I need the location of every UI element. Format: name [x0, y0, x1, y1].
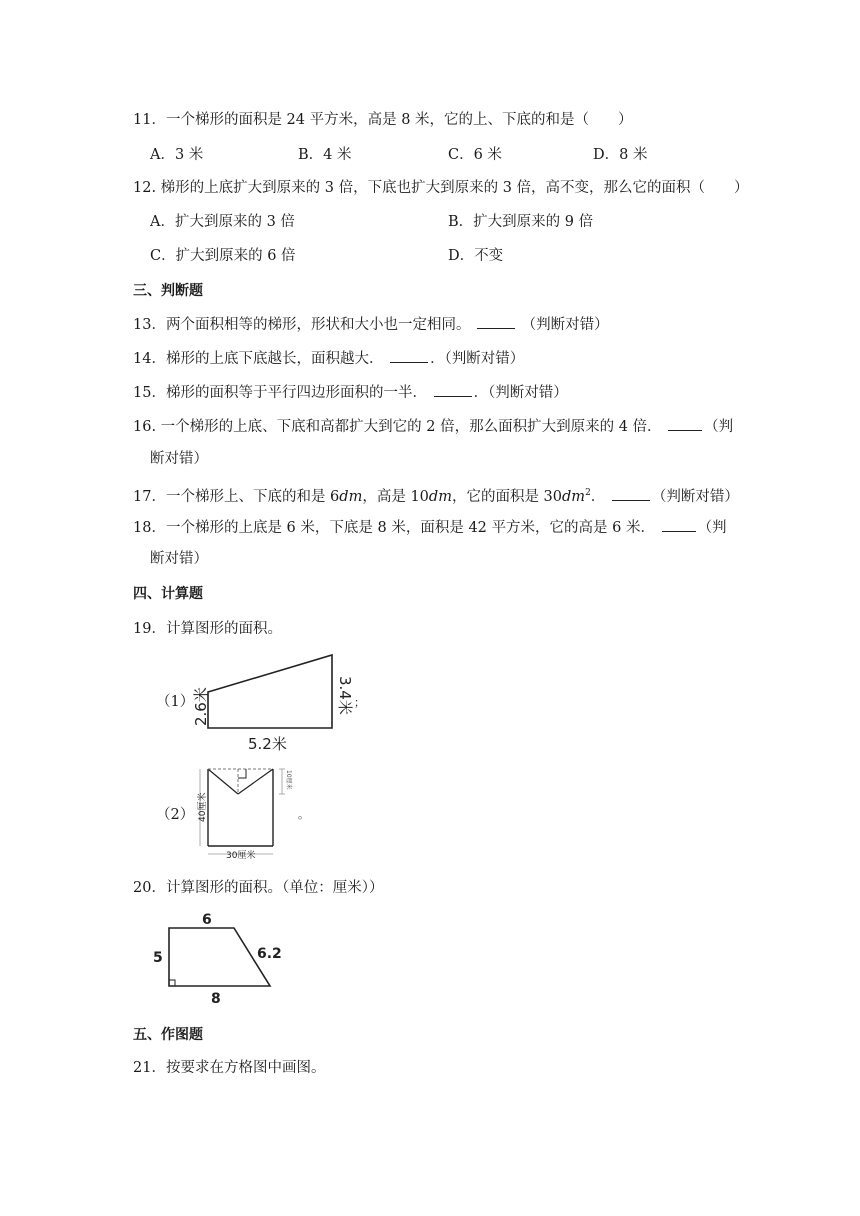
q17-answer-blank[interactable]	[612, 486, 650, 501]
right-trapezoid-shape	[169, 928, 270, 986]
question-19-stem: 19．计算图形的面积。	[133, 621, 282, 637]
q16-answer-blank[interactable]	[668, 416, 702, 431]
q11-option-c: C．6 米	[448, 147, 502, 163]
q18-continuation: 断对错）	[150, 551, 208, 567]
fig1-label: （1）	[156, 694, 195, 710]
q17-text-1: 17．一个梯形上、下底的和是 6	[133, 488, 340, 505]
question-12-stem: 12. 梯形的上底扩大到原来的 3 倍，下底也扩大到原来的 3 倍，高不变，那么它的面积（ ）	[133, 180, 749, 196]
q13-suffix: （判断对错）	[521, 317, 609, 333]
q11-option-d: D．8 米	[593, 147, 648, 163]
section-heading-calculation: 四、计算题	[133, 586, 203, 602]
question-17	[133, 483, 739, 507]
fig1-tail: ；	[354, 696, 365, 709]
q14-answer-blank[interactable]	[390, 348, 428, 363]
q14-text: 14．梯形的上底下底越长，面积越大．	[133, 351, 384, 367]
fig20-left-label: 5	[153, 950, 163, 966]
section-heading-judgement: 三、判断题	[133, 283, 203, 299]
q17-unit-1: dm	[339, 488, 363, 505]
q11-option-b: B．4 米	[298, 147, 352, 163]
figure-19-2-shape	[190, 762, 320, 862]
fig2-notch-label: 10厘米	[285, 770, 292, 790]
figure-19-1-trapezoid	[190, 650, 370, 755]
q17-text-4: ．	[590, 488, 606, 505]
section-heading-drawing: 五、作图题	[133, 1027, 203, 1043]
q18-text: 18．一个梯形的上底是 6 米，下底是 8 米，面积是 42 平方米，它的高是 6 米．	[133, 520, 655, 536]
q17-exponent: 2	[585, 488, 591, 498]
fig2-left-label: 40厘米	[198, 792, 208, 822]
fig20-bottom-label: 8	[211, 991, 221, 1007]
q17-unit-3: dm	[562, 488, 586, 505]
question-20-stem: 20．计算图形的面积。（单位：厘米））	[133, 880, 384, 896]
q16-continuation: 断对错）	[150, 451, 208, 467]
q11-option-a: A．3 米	[150, 147, 204, 163]
q13-text: 13．两个面积相等的梯形，形状和大小也一定相同。	[133, 317, 471, 333]
figure-20-trapezoid	[148, 910, 288, 1008]
fig20-slant-label: 6.2	[257, 946, 282, 962]
q15-text: 15．梯形的面积等于平行四边形面积的一半．	[133, 385, 427, 401]
q13-answer-blank[interactable]	[477, 314, 515, 329]
question-11-stem: 11．一个梯形的面积是 24 平方米，高是 8 米，它的上、下底的和是（ ）	[133, 112, 633, 128]
q12-option-a: A．扩大到原来的 3 倍	[150, 214, 295, 230]
fig2-bottom-label: 30厘米	[226, 851, 256, 861]
q17-suffix: （判断对错）	[651, 488, 739, 505]
q12-option-b: B．扩大到原来的 9 倍	[448, 214, 594, 230]
q12-option-d: D．不变	[448, 248, 504, 264]
fig2-label: （2）	[156, 807, 195, 823]
q15-answer-blank[interactable]	[434, 382, 472, 397]
q17-text-3: ，它的面积是 30	[451, 488, 563, 505]
fig1-left-label: 2.6米	[192, 687, 210, 726]
trapezoid-shape	[208, 655, 332, 728]
question-13	[133, 314, 609, 335]
fig1-bottom-label: 5.2米	[248, 735, 287, 753]
q17-unit-2: dm	[428, 488, 452, 505]
q15-suffix: ．（判断对错）	[473, 385, 568, 401]
q16-text: 16. 一个梯形的上底、下底和高都扩大到它的 2 倍，那么面积扩大到原来的 4 倍．	[133, 419, 662, 435]
q17-text-2: ，高是 10	[362, 488, 429, 505]
question-14	[133, 348, 524, 369]
q18-answer-blank[interactable]	[662, 517, 696, 532]
q14-suffix: ．（判断对错）	[430, 351, 525, 367]
fig2-tail: 。	[298, 808, 309, 821]
question-15	[133, 382, 568, 403]
q16-suffix: （判	[704, 419, 734, 435]
q18-suffix: （判	[697, 520, 727, 536]
fig1-right-label: 3.4米	[336, 676, 354, 715]
fig20-top-label: 6	[202, 912, 212, 928]
q12-option-c: C．扩大到原来的 6 倍	[150, 248, 296, 264]
question-16	[133, 416, 733, 437]
question-21-stem: 21．按要求在方格图中画图。	[133, 1060, 326, 1076]
question-18	[133, 517, 727, 538]
